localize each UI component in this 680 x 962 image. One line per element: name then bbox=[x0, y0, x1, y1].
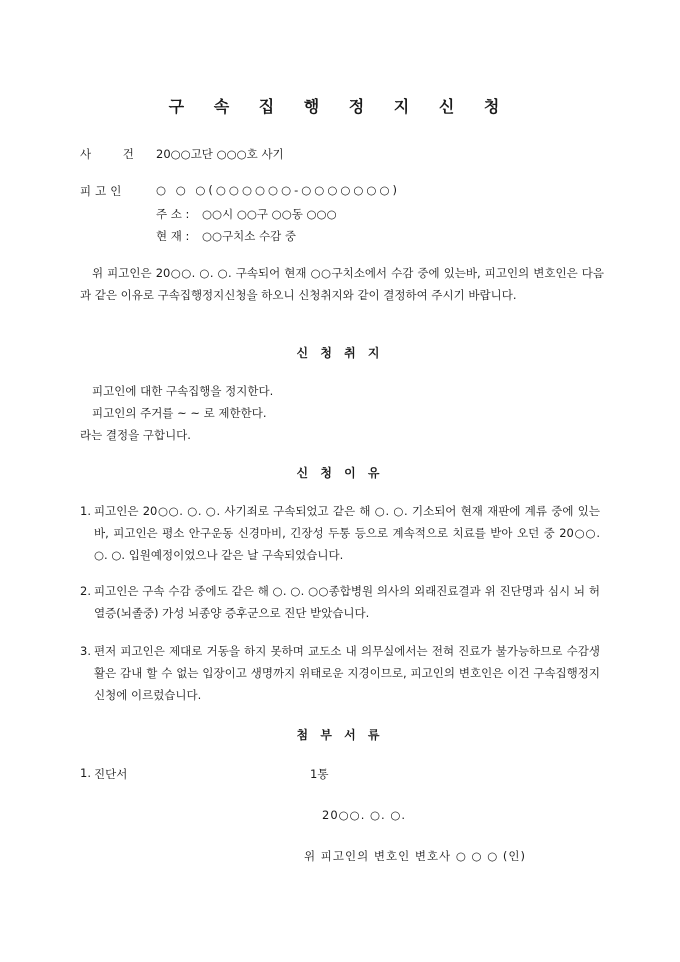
signature-line: 위 피고인의 변호인 변호사 ○ ○ ○ (인) bbox=[304, 849, 526, 863]
document-title: 구 속 집 행 정 지 신 청 bbox=[168, 97, 512, 116]
current-value: ○○구치소 수감 중 bbox=[202, 229, 297, 243]
reason-number: 1. bbox=[80, 504, 91, 518]
purpose-line: 피고인에 대한 구속집행을 정지한다. bbox=[92, 384, 274, 398]
purpose-line: 피고인의 주거를 ~ ~ 로 제한한다. bbox=[92, 406, 267, 420]
reasons-heading: 신 청 이 유 bbox=[296, 466, 384, 480]
reason-text: 편저 피고인은 제대로 거동을 하지 못하며 교도소 내 의무실에서는 전혀 진료가 불가능하므로 수감생활은 감내 할 수 없는 입장이고 생명까지 위태로운 지경이므로, 피고인의 변호인은 이건 구속집행정지신청에 이르렀습니다. bbox=[94, 644, 600, 702]
attachment-count: 1통 bbox=[310, 767, 329, 781]
address-value: ○○시 ○○구 ○○동 ○○○ bbox=[202, 207, 337, 221]
reason-item bbox=[80, 640, 600, 706]
case-value: 20○○고단 ○○○호 사기 bbox=[156, 147, 284, 161]
reason-item bbox=[80, 500, 600, 566]
defendant-name: ○ ○ ○(○○○○○○-○○○○○○○) bbox=[156, 183, 400, 197]
case-label: 사 건 bbox=[80, 147, 148, 161]
document-date: 20○○. ○. ○. bbox=[322, 808, 407, 822]
defendant-label: 피고인 bbox=[80, 184, 126, 198]
attachments-heading: 첨 부 서 류 bbox=[296, 728, 384, 742]
current-label: 현 재 : bbox=[156, 229, 190, 243]
reason-text: 피고인은 구속 수감 중에도 같은 해 ○. ○. ○○종합병원 의사의 외래진료결과 위 진단명과 심시 뇌 허열증(뇌졸중) 가성 뇌종양 증후군으로 진단 받았습니다. bbox=[94, 584, 600, 620]
reason-number: 3. bbox=[80, 644, 91, 658]
address-label: 주 소 : bbox=[156, 207, 190, 221]
reason-number: 2. bbox=[80, 584, 91, 598]
purpose-line: 라는 결정을 구합니다. bbox=[80, 428, 191, 442]
attachment-name: 진단서 bbox=[94, 767, 128, 781]
attachment-number: 1. bbox=[80, 766, 91, 780]
reason-item bbox=[80, 580, 600, 624]
reason-text: 피고인은 20○○. ○. ○. 사기죄로 구속되었고 같은 해 ○. ○. 기소되어 현재 재판에 계류 중에 있는바, 피고인은 평소 안구운동 신경마비, 긴장성 두통 등으로 계속적으로 치료를 받아 오던 중 20○○. ○. ○. 입원예정이었으나 같은 날 구속되었습니다. bbox=[94, 504, 600, 562]
purpose-heading: 신 청 취 지 bbox=[296, 346, 384, 360]
intro-paragraph: 위 피고인은 20○○. ○. ○. 구속되어 현재 ○○구치소에서 수감 중에 있는바, 피고인의 변호인은 다음과 같은 이유로 구속집행정지신청을 하오니 신청취지와 같이 결정하여 주시기 바랍니다. bbox=[80, 266, 604, 302]
